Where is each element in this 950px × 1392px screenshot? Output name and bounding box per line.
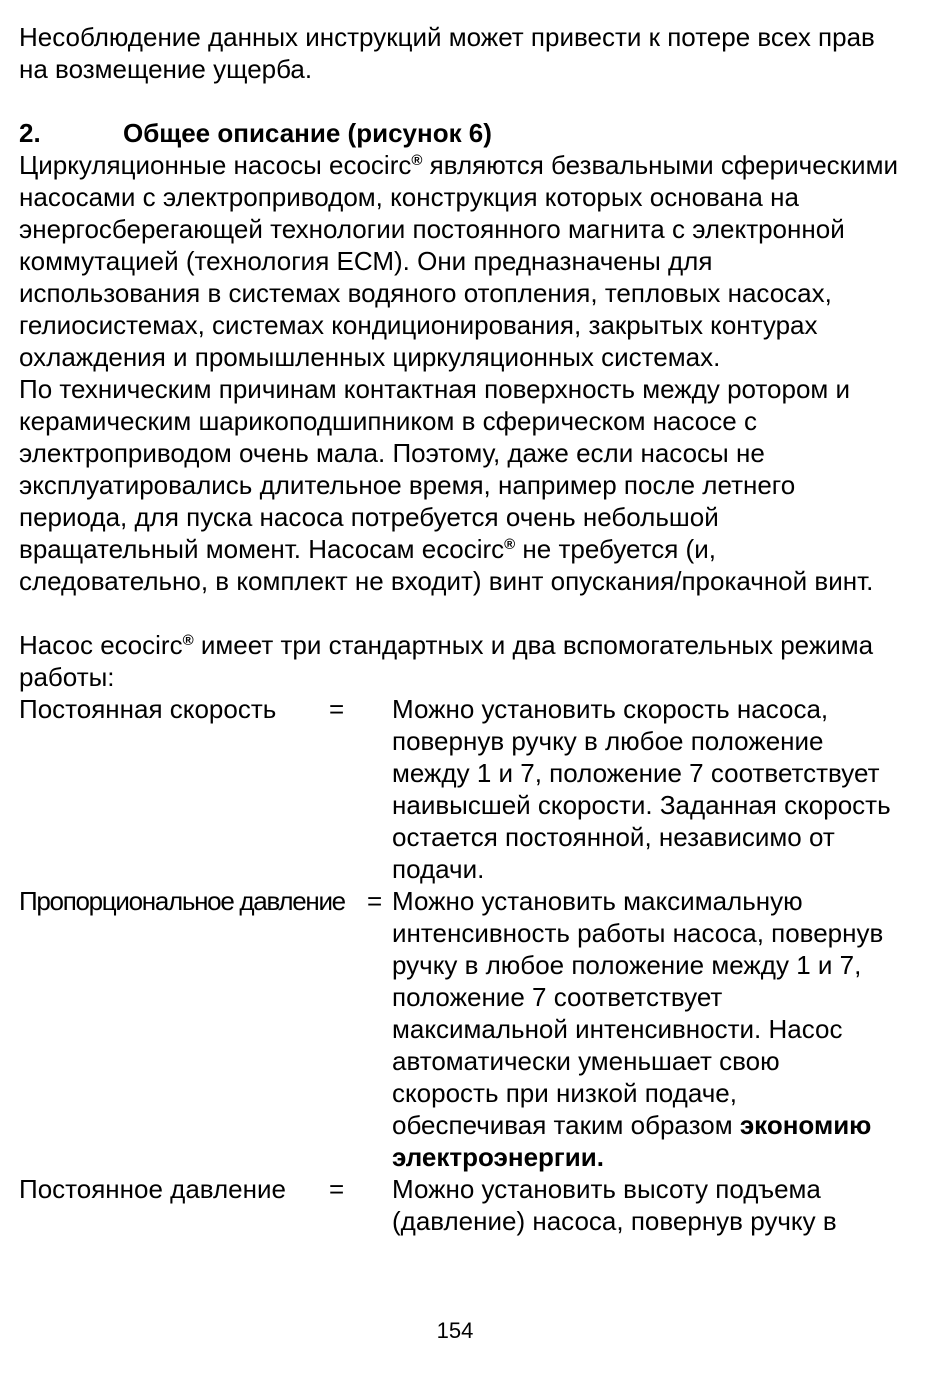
description-paragraph xyxy=(19,149,899,373)
emphasis-text: экономию электроэнергии. xyxy=(392,1110,872,1172)
section-title: Общее описание (рисунок 6) xyxy=(123,118,492,148)
text-run: имеет три стандартных и два вспомогательных режима работы: xyxy=(19,630,874,692)
intro-paragraph: Несоблюдение данных инструкций может привести к потере всех прав на возмещение ущерба. xyxy=(19,22,875,84)
page-number: 154 xyxy=(436,1318,474,1343)
registered-mark: ® xyxy=(504,536,516,553)
section-heading xyxy=(19,117,899,149)
text-run: Насос ecocirc xyxy=(19,630,183,660)
text-run: Циркуляционные насосы ecocirc xyxy=(19,150,412,180)
registered-mark: ® xyxy=(182,632,194,649)
mode-row xyxy=(19,1173,899,1237)
mode-name: Пропорциональное давление xyxy=(19,886,345,916)
technical-paragraph xyxy=(19,373,899,597)
mode-equals: = xyxy=(329,1174,345,1204)
document-page xyxy=(19,21,899,1237)
registered-mark: ® xyxy=(411,152,423,169)
text-run: не требуется (и, следовательно, в комплект не входит) винт опускания/прокачной винт. xyxy=(19,534,874,596)
mode-equals: = xyxy=(367,886,383,916)
text-run: являются безвальными сферическими насосами с электроприводом, конструкция которых основана на энергосберегающей технологии постоянного магнита с электронной коммутацией (технология ЕСМ). Они предназначены для использования в системах водяного отопления, тепловых насосах, гелиосистемах, системах кондиционирования, закрытых контурах охлаждения и промышленных циркуляционных системах. xyxy=(19,150,898,372)
mode-description: Можно установить скорость насоса, повернув ручку в любое положение между 1 и 7, положение 7 соответствует наивысшей скорости. Заданная скорость остается постоянной, независимо от подачи. xyxy=(392,694,891,884)
text-run: Можно установить максимальную интенсивность работы насоса, повернув ручку в любое положение между 1 и 7, положение 7 соответствует максимальной интенсивности. Насос автоматически уменьшает свою скорость при низкой подаче, обеспечивая таким образом xyxy=(392,886,884,1140)
modes-intro-paragraph xyxy=(19,629,899,693)
mode-equals: = xyxy=(329,694,345,724)
mode-row xyxy=(19,885,899,1173)
mode-description: Можно установить высоту подъема (давление) насоса, повернув ручку в xyxy=(392,1174,837,1236)
mode-name: Постоянное давление xyxy=(19,1174,286,1204)
mode-name: Постоянная скорость xyxy=(19,694,277,724)
mode-description xyxy=(392,885,892,1173)
mode-row xyxy=(19,693,899,885)
section-number: 2. xyxy=(19,118,41,148)
spacer xyxy=(19,597,899,629)
text-run: По техническим причинам контактная поверхность между ротором и керамическим шарикоподшипником в сферическом насосе с электроприводом очень мала. Поэтому, даже если насосы не эксплуатировались длительное время, например после летнего периода, для пуска насоса потребуется очень небольшой вращательный момент. Насосам ecocirc xyxy=(19,374,851,564)
spacer xyxy=(19,85,899,117)
